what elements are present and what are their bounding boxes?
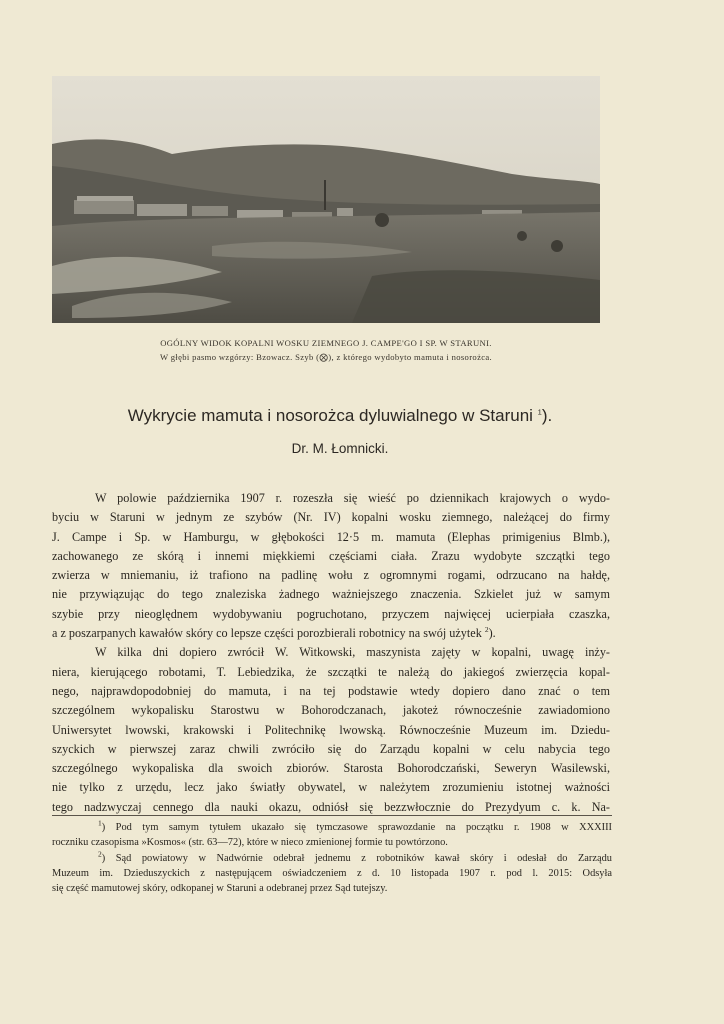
title-footnote-paren: ). xyxy=(541,406,553,425)
landscape-photograph xyxy=(52,76,600,323)
body-line-17: tego nadzwyczaj cennego dla nauki okazu, odniósł się bezzwłocznie do Prezydyum c. k. Na- xyxy=(52,799,610,814)
footnote-2-line-2: Muzeum im. Dzieduszyckich z następującem oświadczeniem z d. 10 listopada 1907 r. pod l. 2015: Odsyła xyxy=(52,867,612,879)
article-title-text: Wykrycie mamuta i nosorożca dyluwialnego w Staruni xyxy=(127,406,533,425)
article-body xyxy=(52,489,610,817)
article-title xyxy=(60,406,620,426)
body-line-4: zachowanego ze skórą i innemi miękkiemi częściami ciała. Zrazu wydobyte szczątki tego xyxy=(52,548,610,563)
body-line-6: nie przywiązując do tego znaleziska żadnego ważniejszego znaczenia. Szkielet już w samym xyxy=(52,587,610,602)
body-line-8-text: a z poszarpanych kawałów skóry co lepsze części porozbierali robotnicy na swój użytek xyxy=(52,626,482,641)
body-line-8-paren: ). xyxy=(488,626,496,641)
footnote-divider xyxy=(52,815,612,816)
body-line-8 xyxy=(52,624,610,643)
footnote-1-line-1-text: ) Pod tym samym tytułem ukazało się tymczasowe sprawozdanie na początku r. 1908 w XXXIII xyxy=(101,822,612,833)
title-footnote-ref[interactable]: 1 xyxy=(537,407,542,417)
footnote-2-line-1-text: ) Sąd powiatowy w Nadwórnie odebrał jednemu z robotników kawał skóry i odesłał do Zarządu xyxy=(101,852,612,864)
footnote-2-line-1 xyxy=(52,851,612,866)
photo-illustration xyxy=(52,76,600,323)
body-line-12: szczególnem wykopalisku Starostwu w Bohorodczanach, jakoteż równocześnie zawiadomiono xyxy=(52,703,610,718)
photo-caption-line-1: OGÓLNY WIDOK KOPALNI WOSKU ZIEMNEGO J. CAMPE'GO I SP. W STARUNI. xyxy=(160,338,492,348)
footnote-1-line-2: roczniku czasopisma »Kosmos« (str. 63—72), które w nieco zmienionej formie tu powtórzono. xyxy=(52,837,448,849)
body-line-2: byciu w Staruni w jednym ze szybów (Nr. IV) kopalni wosku ziemnego, należącej do firmy xyxy=(52,510,610,525)
footnote-1-line-1 xyxy=(52,820,612,835)
body-line-7: szybie przy nieoględnem wydobywaniu pogruchotano, przyczem najwięcej ucierpiała czaszka, xyxy=(52,606,610,621)
footnote-1-marker: 1 xyxy=(98,820,102,828)
body-line-5: zwierza w mniemaniu, iż trafiono na padlinę wołu z ogromnymi rogami, odrzucano na hałdę, xyxy=(52,568,610,583)
body-line-13: Uniwersytet lwowski, krakowski i Politechnikę lwowską. Równocześnie Muzeum im. Dziedu- xyxy=(52,722,610,737)
photo-caption-line-2: W głębi pasmo wzgórzy: Bzowacz. Szyb (⨂), z którego wydobyto mamuta i nosorożca. xyxy=(159,352,493,362)
body-line-1: W polowie października 1907 r. rozeszła się wieść po dziennikach krajowych o wydo- xyxy=(95,491,610,505)
body-line-14: szyckich w pierwszej zaraz chwili zwróciło się do Zarządu kopalni w celu nabycia tego xyxy=(52,741,610,756)
body-line-11: nego, najprawdopodobniej do mamuta, i na tej podstawie wtedy dopiero dano znać o tem xyxy=(52,683,610,698)
body-line-9: W kilka dni dopiero zwrócił W. Witkowski, maszynista zajęty w kopalni, uwagę inży- xyxy=(95,645,610,660)
footnote-2-marker: 2 xyxy=(98,850,102,859)
footnotes xyxy=(52,820,612,896)
article-author: Dr. M. Łomnicki. xyxy=(291,441,389,456)
footnote-2-line-3: się część mamutowej skóry, odkopanej w Staruni a odebranej przez Sąd tutejszy. xyxy=(52,883,388,895)
body-line-3: J. Campe i Sp. w Hamburgu, w głębokości 12·5 m. mamuta (Elephas primigenius Blmb.), xyxy=(52,529,610,544)
body-line-15: szczególnego wykopaliska dla swoich zbiorów. Starosta Bohorodczański, Seweryn Wasilewski, xyxy=(52,761,610,776)
body-line-16: nie tylko z urzędu, lecz jako światły obywatel, w należytem zrozumieniu istotnej ważności xyxy=(52,780,610,795)
footnote-ref-2[interactable]: 2 xyxy=(484,625,489,635)
body-line-10: niera, kierującego robotami, T. Lebiedzika, że szczątki te należą do jakiegoś zwierzęcia kopal- xyxy=(52,664,610,679)
